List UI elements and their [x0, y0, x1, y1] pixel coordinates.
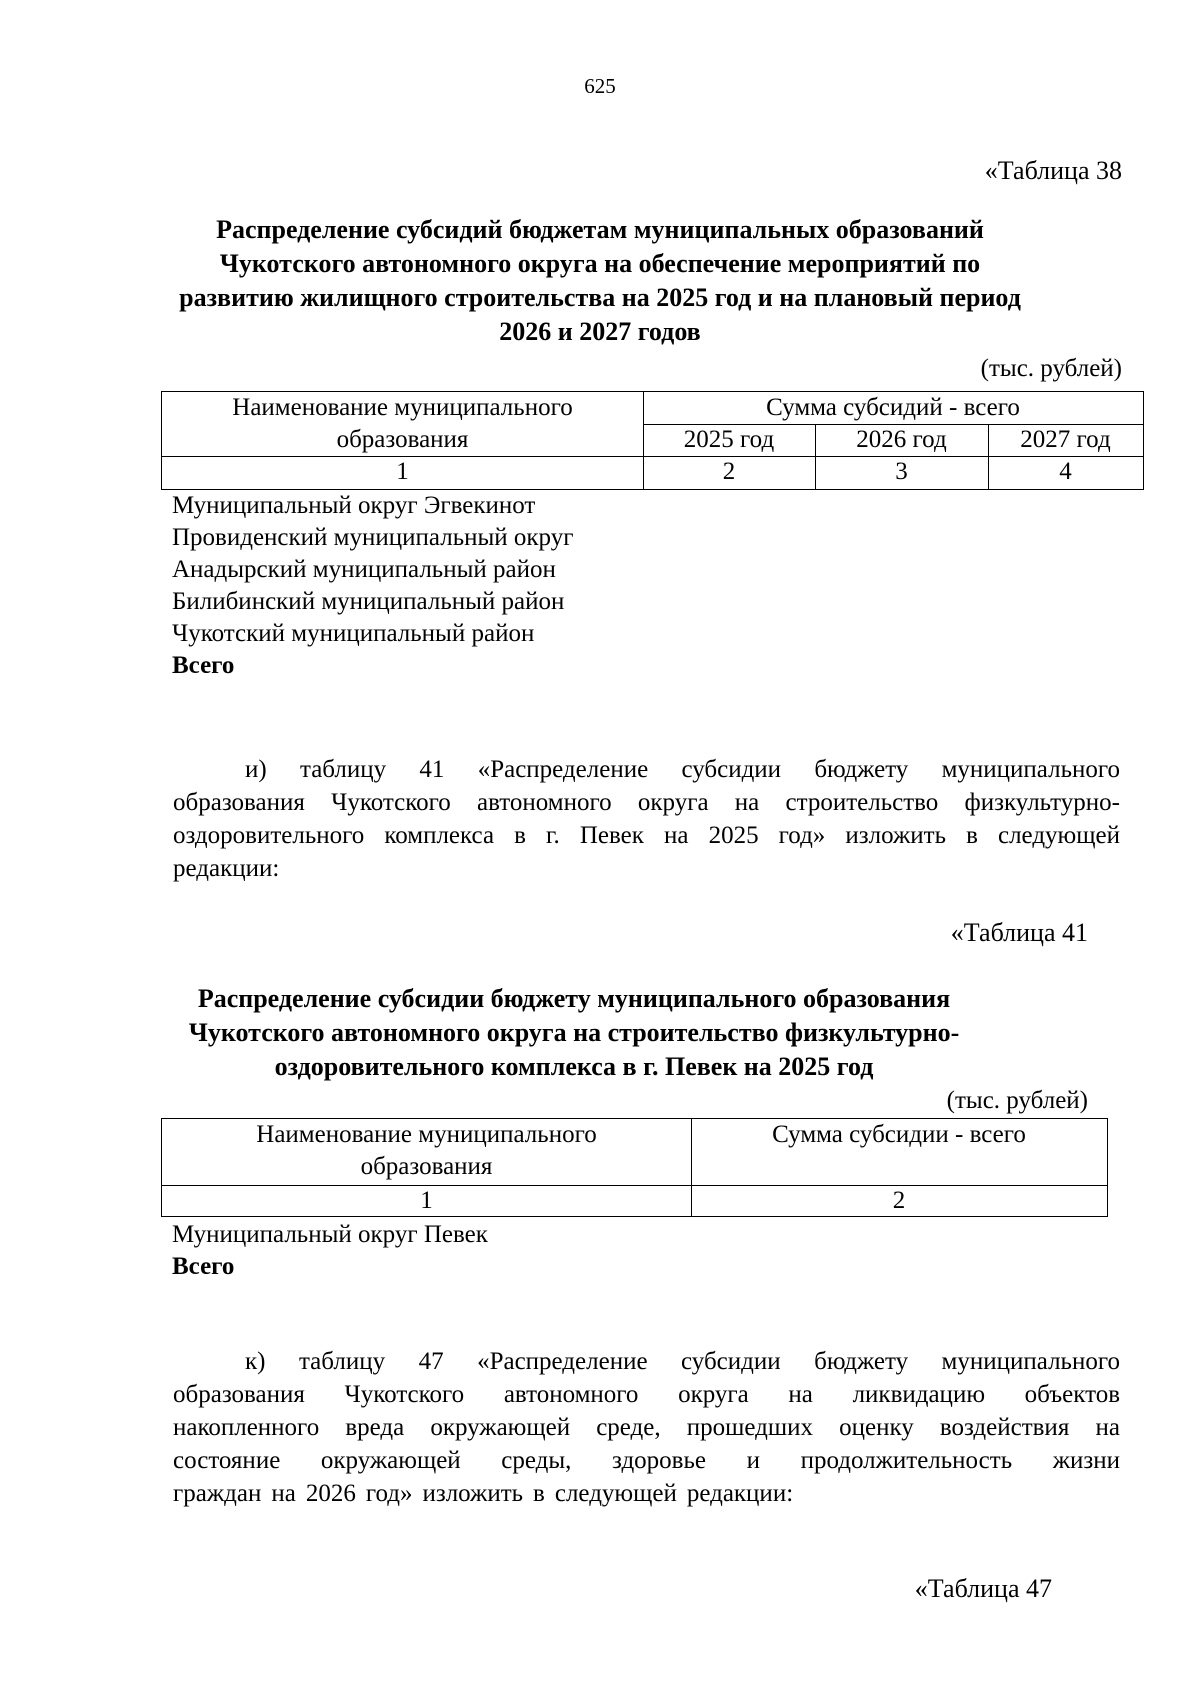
- word: Певек: [579, 822, 644, 849]
- word: окружающей: [320, 1447, 461, 1474]
- table38-col-number: 2: [722, 458, 736, 485]
- table38-units: (тыс. рублей): [980, 355, 1122, 382]
- table38-row-name: Билибинский муниципальный район: [172, 588, 565, 615]
- word: год»: [778, 822, 826, 849]
- table38-heading-line: развитию жилищного строительства на 2025 год и на плановый период: [179, 283, 1021, 312]
- word: бюджету: [814, 756, 909, 783]
- paragraph-line: [173, 1477, 1120, 1510]
- paragraph-i: [173, 753, 1120, 885]
- word: 41: [419, 756, 445, 783]
- word: образования: [173, 789, 305, 816]
- word: вреда: [345, 1414, 405, 1441]
- table47-label: «Таблица 47: [914, 1574, 1052, 1603]
- word: в: [533, 1480, 545, 1507]
- table41-label: «Таблица 41: [950, 918, 1088, 947]
- word: Чукотского: [331, 789, 451, 816]
- word: округа: [637, 789, 709, 816]
- word: на: [271, 1480, 296, 1507]
- word: здоровье: [612, 1447, 706, 1474]
- word: граждан: [173, 1480, 262, 1507]
- paragraph-line: [173, 753, 1120, 786]
- table41-heading-line: Распределение субсидии бюджету муниципального образования: [197, 984, 951, 1013]
- paragraph-line: [173, 819, 1120, 852]
- word: на: [663, 822, 689, 849]
- word: редакции:: [173, 855, 280, 882]
- table41-header-grid: [161, 1118, 1108, 1217]
- word: следующей: [554, 1480, 677, 1507]
- paragraph-k: [173, 1345, 1120, 1510]
- word: среде,: [596, 1414, 661, 1441]
- paragraph-line: [173, 1411, 1120, 1444]
- page-number: 625: [584, 74, 616, 98]
- word: физкультурно-: [964, 789, 1120, 816]
- word: г.: [546, 822, 560, 849]
- word: таблицу: [299, 756, 387, 783]
- table38-header-sum-group: Сумма субсидий - всего: [766, 394, 1020, 421]
- word: накопленного: [173, 1414, 320, 1441]
- table38-header-year-2026: 2026 год: [856, 426, 947, 453]
- word: к): [245, 1348, 266, 1375]
- paragraph-line: [173, 786, 1120, 819]
- word: бюджету: [814, 1348, 909, 1375]
- table38-header-year-2027: 2027 год: [1020, 426, 1111, 453]
- table38-header-grid: [161, 391, 1144, 490]
- word: и): [245, 756, 267, 783]
- paragraph-line: [173, 852, 1120, 885]
- word: на: [1095, 1414, 1120, 1441]
- word: среды,: [501, 1447, 572, 1474]
- word: субсидии: [681, 756, 782, 783]
- word: 2025: [708, 822, 759, 849]
- word: в: [514, 822, 526, 849]
- table38-col-number: 1: [396, 458, 409, 485]
- word: оздоровительного: [173, 822, 365, 849]
- word: 47: [418, 1348, 444, 1375]
- table38-row-name: Муниципальный округ Эгвекинот: [172, 492, 536, 519]
- table38-header-year-2025: 2025 год: [683, 426, 775, 453]
- table38-label: «Таблица 38: [984, 156, 1122, 185]
- word: год»: [365, 1480, 413, 1507]
- paragraph-line: [173, 1345, 1120, 1378]
- word: 2026: [305, 1480, 356, 1507]
- table41-heading-line: оздоровительного комплекса в г. Певек на 2025 год: [274, 1052, 874, 1081]
- word: и: [746, 1447, 760, 1474]
- table41-col-number: 1: [420, 1187, 433, 1214]
- table38-heading-line: 2026 и 2027 годов: [499, 317, 701, 346]
- word: образования: [173, 1381, 305, 1408]
- table41-total-name: Всего: [172, 1253, 235, 1280]
- word: Чукотского: [344, 1381, 465, 1408]
- table41-row-name: Муниципальный округ Певек: [172, 1221, 488, 1248]
- word: следующей: [997, 822, 1120, 849]
- word: окружающей: [430, 1414, 571, 1441]
- table41-col-number: 2: [892, 1187, 906, 1214]
- word: округа: [678, 1381, 749, 1408]
- word: автономного: [503, 1381, 639, 1408]
- word: муниципального: [941, 1348, 1120, 1375]
- table38-col-number: 3: [895, 458, 908, 485]
- word: в: [966, 822, 978, 849]
- word: объектов: [1024, 1381, 1120, 1408]
- word: изложить: [845, 822, 946, 849]
- paragraph-line: [173, 1378, 1120, 1411]
- word: субсидии: [681, 1348, 781, 1375]
- word: строительство: [785, 789, 939, 816]
- word: жизни: [1052, 1447, 1120, 1474]
- table38-header-name-line1: Наименование муниципального: [232, 394, 573, 421]
- word: «Распределение: [477, 756, 649, 783]
- word: на: [788, 1381, 813, 1408]
- word: автономного: [477, 789, 612, 816]
- table38-row-name: Чукотский муниципальный район: [172, 620, 535, 647]
- paragraph-line: [173, 1444, 1120, 1477]
- word: изложить: [422, 1480, 524, 1507]
- table38-heading-line: Распределение субсидий бюджетам муниципальных образований: [216, 215, 984, 244]
- word: редакции:: [686, 1480, 794, 1507]
- table38-header-name-line2: образования: [336, 426, 469, 453]
- word: таблицу: [298, 1348, 386, 1375]
- table38-total-name: Всего: [172, 652, 235, 679]
- word: комплекса: [384, 822, 495, 849]
- word: на: [734, 789, 760, 816]
- word: муниципального: [941, 756, 1120, 783]
- table38-heading-line: Чукотского автономного округа на обеспечение мероприятий по: [219, 249, 981, 278]
- table38-col-number: 4: [1059, 458, 1072, 485]
- table41-heading-line: Чукотского автономного округа на строительство физкультурно-: [188, 1018, 960, 1047]
- word: продолжительность: [800, 1447, 1013, 1474]
- table38-row-name: Провиденский муниципальный округ: [172, 524, 574, 551]
- word: воздействия: [939, 1414, 1070, 1441]
- word: оценку: [839, 1414, 914, 1441]
- word: прошедших: [686, 1414, 813, 1441]
- table38-row-name: Анадырский муниципальный район: [172, 556, 556, 583]
- table38-heading: [0, 213, 1200, 349]
- table41-heading: [0, 982, 1148, 1084]
- word: ликвидацию: [852, 1381, 985, 1408]
- table41-header-name-line2: образования: [360, 1153, 493, 1180]
- table41-header-sum: Сумма субсидии - всего: [772, 1121, 1026, 1148]
- table41-header-name-line1: Наименование муниципального: [256, 1121, 597, 1148]
- word: состояние: [173, 1447, 281, 1474]
- word: «Распределение: [477, 1348, 648, 1375]
- table41-units: (тыс. рублей): [946, 1087, 1088, 1114]
